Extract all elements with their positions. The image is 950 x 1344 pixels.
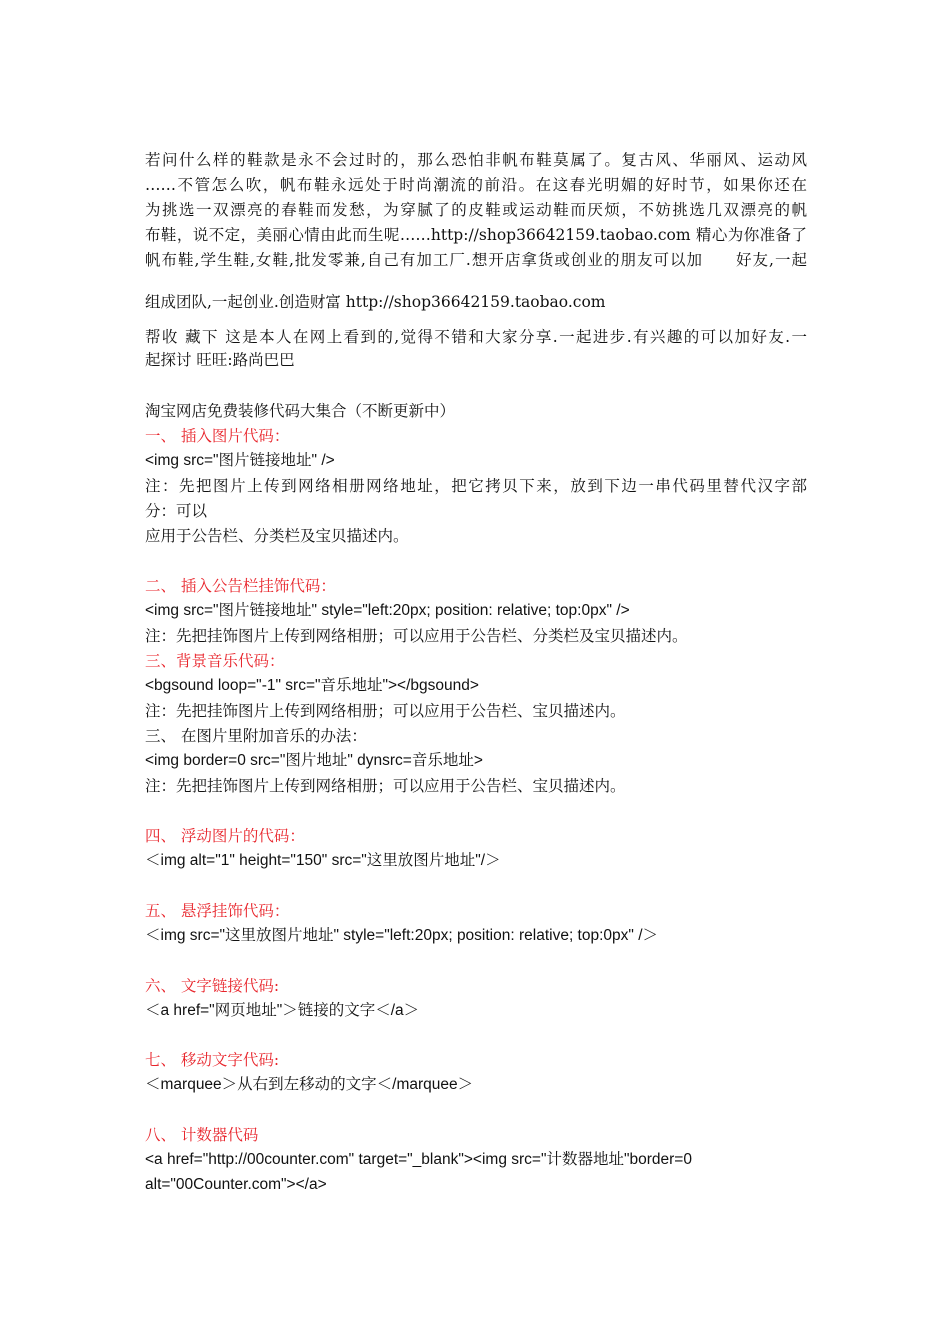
note-line: 注：先把挂饰图片上传到网络相册；可以应用于公告栏、分类栏及宝贝描述内。: [145, 627, 688, 645]
note-line: 分：可以: [145, 502, 208, 520]
code-line: <img border=0 src="图片地址" dynsrc=音乐地址>: [145, 752, 483, 769]
note-line: 注：先把图片上传到网络相册网络地址，把它拷贝下来，放到下边一串代码里替代汉字部: [145, 477, 807, 495]
section-heading: 六、 文字链接代码:: [145, 977, 280, 995]
section-heading: 八、 计数器代码: [145, 1126, 259, 1144]
intro-line: 组成团队,一起创业.创造财富 http://shop36642159.taobao.com: [145, 293, 606, 311]
code-line: <img src="图片链接地址" />: [145, 452, 335, 469]
subheading-line: 三、 在图片里附加音乐的办法：: [145, 727, 367, 745]
intro-line: 若问什么样的鞋款是永不会过时的，那么恐怕非帆布鞋莫属了。复古风、华丽风、运动风: [145, 151, 807, 169]
section-heading: 一、 插入图片代码：: [145, 427, 290, 445]
code-line: <bgsound loop="-1" src="音乐地址"></bgsound>: [145, 677, 479, 694]
share-note-line: 起探讨 旺旺:路尚巴巴: [145, 351, 295, 369]
code-line: <img src="图片链接地址" style="left:20px; position: relative; top:0px" />: [145, 602, 630, 619]
section-heading: 七、 移动文字代码:: [145, 1051, 280, 1069]
note-line: 注：先把挂饰图片上传到网络相册；可以应用于公告栏、宝贝描述内。: [145, 777, 626, 795]
intro-line: 布鞋，说不定，美丽心情由此而生呢……http://shop36642159.taobao.com 精心为你准备了: [145, 226, 807, 244]
section-heading: 四、 浮动图片的代码：: [145, 827, 305, 845]
section-heading: 五、 悬浮挂饰代码：: [145, 902, 290, 920]
code-line: ＜img alt="1" height="150" src="这里放图片地址"/＞: [145, 852, 501, 869]
main-title: 淘宝网店免费装修代码大集合（不断更新中）: [145, 402, 456, 420]
code-line: ＜img src="这里放图片地址" style="left:20px; position: relative; top:0px" /＞: [145, 927, 659, 944]
share-note-line: 帮收 藏下 这是本人在网上看到的,觉得不错和大家分享.一起进步.有兴趣的可以加好友.一: [145, 328, 807, 346]
intro-line: 帆布鞋,学生鞋,女鞋,批发零兼,自己有加工厂.想开店拿货或创业的朋友可以加 好友,一起: [145, 251, 807, 269]
intro-line: 为挑选一双漂亮的春鞋而发愁，为穿腻了的皮鞋或运动鞋而厌烦，不妨挑选几双漂亮的帆: [145, 201, 807, 219]
code-line: ＜marquee＞从右到左移动的文字＜/marquee＞: [145, 1076, 474, 1093]
code-line: alt="00Counter.com"></a>: [145, 1176, 327, 1193]
note-line: 应用于公告栏、分类栏及宝贝描述内。: [145, 527, 409, 545]
code-line: <a href="http://00counter.com" target="_blank"><img src="计数器地址"border=0: [145, 1151, 692, 1168]
section-heading: 三、背景音乐代码：: [145, 652, 285, 670]
section-heading: 二、 插入公告栏挂饰代码：: [145, 577, 336, 595]
note-line: 注：先把挂饰图片上传到网络相册；可以应用于公告栏、宝贝描述内。: [145, 702, 626, 720]
code-line: ＜a href="网页地址"＞链接的文字＜/a＞: [145, 1002, 420, 1019]
intro-line: ……不管怎么吹，帆布鞋永远处于时尚潮流的前沿。在这春光明媚的好时节，如果你还在: [145, 176, 807, 194]
